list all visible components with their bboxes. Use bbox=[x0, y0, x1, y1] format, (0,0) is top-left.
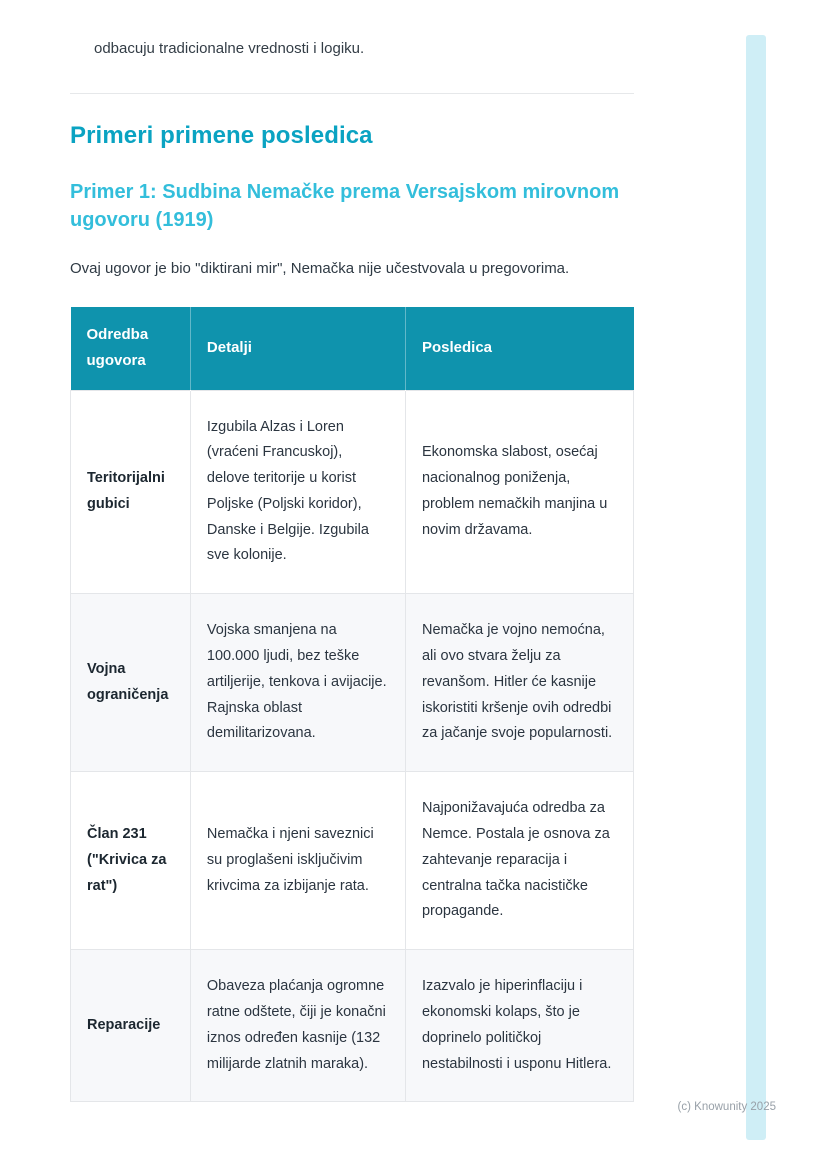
cell-details: Izgubila Alzas i Loren (vraćeni Francuskoj), delove teritorije u korist Poljske (Poljski koridor), Danske i Belgije. Izgubila sve kolonije. bbox=[190, 390, 405, 594]
lead-paragraph: Ovaj ugovor je bio "diktirani mir", Nemačka nije učestvovala u pregovorima. bbox=[70, 259, 570, 277]
table-header-cell: Posledica bbox=[405, 307, 633, 390]
consequences-table bbox=[70, 307, 634, 1102]
cell-term: Teritorijalni gubici bbox=[71, 390, 191, 594]
cell-term: Reparacije bbox=[71, 950, 191, 1102]
table-row bbox=[71, 772, 634, 950]
cell-consequence: Najponižavajuća odredba za Nemce. Postala je osnova za zahtevanje reparacija i centralna tačka nacističke propagande. bbox=[405, 772, 633, 950]
cell-details: Vojska smanjena na 100.000 ljudi, bez teške artiljerije, tenkova i avijacije. Rajnska oblast demilitarizovana. bbox=[190, 594, 405, 772]
cell-term: Vojna ograničenja bbox=[71, 594, 191, 772]
cell-consequence: Izazvalo je hiperinflaciju i ekonomski kolaps, što je doprinelo političkoj nestabilnosti i usponu Hitlera. bbox=[405, 950, 633, 1102]
subsection-heading: Primer 1: Sudbina Nemačke prema Versajskom mirovnom ugovoru (1919) bbox=[70, 180, 620, 231]
document-content bbox=[70, 38, 634, 1102]
intro-text: odbacuju tradicionalne vrednosti i logiku. bbox=[94, 40, 365, 57]
table-row bbox=[71, 594, 634, 772]
section-heading: Primeri primene posledica bbox=[70, 121, 373, 149]
cell-details: Obaveza plaćanja ogromne ratne odštete, čiji je konačni iznos određen kasnije (132 milijarde zlatnih maraka). bbox=[190, 950, 405, 1102]
table-row bbox=[71, 390, 634, 594]
cell-consequence: Ekonomska slabost, osećaj nacionalnog poniženja, problem nemačkih manjina u novim državama. bbox=[405, 390, 633, 594]
table-header-row bbox=[71, 307, 634, 390]
section-divider bbox=[70, 93, 634, 94]
scrollbar[interactable] bbox=[746, 35, 766, 1140]
cell-term: Član 231 ("Krivica za rat") bbox=[71, 772, 191, 950]
footer-credit: (c) Knowunity 2025 bbox=[677, 1101, 776, 1113]
table-header-cell: Detalji bbox=[190, 307, 405, 390]
table-row bbox=[71, 950, 634, 1102]
table-header-cell: Odredba ugovora bbox=[71, 307, 191, 390]
cell-details: Nemačka i njeni saveznici su proglašeni isključivim krivcima za izbijanje rata. bbox=[190, 772, 405, 950]
cell-consequence: Nemačka je vojno nemoćna, ali ovo stvara želju za revanšom. Hitler će kasnije iskoristiti kršenje ovih odredbi za jačanje svoje popularnosti. bbox=[405, 594, 633, 772]
